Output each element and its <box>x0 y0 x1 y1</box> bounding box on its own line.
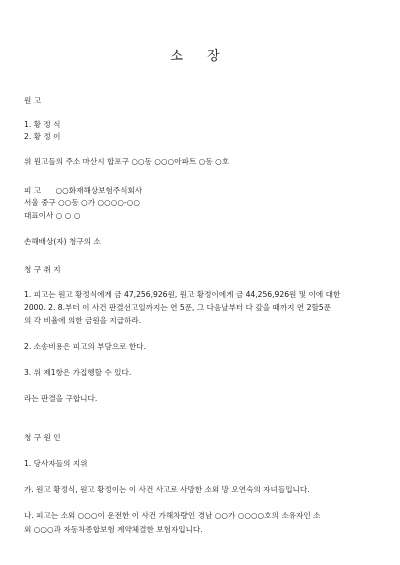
claim-3: 3. 위 제1항은 가집행할 수 있다. <box>24 368 132 377</box>
claim-2: 2. 소송비용은 피고의 부담으로 한다. <box>24 342 147 351</box>
defendant-line <box>24 186 142 196</box>
judgment-request: 라는 판결을 구합니다. <box>24 394 98 403</box>
plaintiff-address: 위 원고들의 주소 마산시 합포구 ○○동 ○○○아파트 ○동 ○호 <box>24 157 230 166</box>
reason-1-na-line-2: 외 ○○○과 자동차종합보험 계약체결한 보험자입니다. <box>24 525 203 534</box>
case-name: 손해배상(자) 청구의 소 <box>24 237 101 246</box>
defendant-label: 피 고 <box>24 186 42 195</box>
defendant-representative: 대표이사 ○ ○ ○ <box>24 211 81 220</box>
plaintiff-item-1: 1. 황 정 식 <box>24 120 61 129</box>
document-title: 소 장 <box>170 49 230 64</box>
plaintiff-item-2: 2. 황 정 이 <box>24 132 61 141</box>
reason-1-na-line-1: 나. 피고는 소외 ○○○이 운전한 이 사건 가해차량인 경남 ○○가 ○○○○호의 소유자인 소 <box>24 511 321 520</box>
defendant-name: ○○화재해상보험주식회사 <box>55 186 143 195</box>
claim-heading: 청 구 취 지 <box>24 265 61 274</box>
defendant-address: 서울 중구 ○○동 ○가 ○○○○-○○ <box>24 198 141 207</box>
reason-heading: 청 구 원 인 <box>24 433 61 442</box>
claim-1-line-3: 의 각 비율에 의한 금원을 지급하라. <box>24 316 142 325</box>
claim-1-line-2: 2000. 2. 8.부터 이 사건 판결선고일까지는 연 5푼, 그 다음날부터 다 갚을 때까지 연 2할5푼 <box>24 303 331 312</box>
claim-1-line-1: 1. 피고는 원고 황정식에게 금 47,256,926원, 원고 황정이에게 금 44,256,926원 및 이에 대한 <box>24 290 341 299</box>
plaintiff-heading: 원 고 <box>24 96 42 105</box>
reason-1-ga: 가. 원고 황정식, 원고 황정이는 이 사건 사고로 사망한 소외 망 오연숙의 자녀들입니다. <box>24 485 310 494</box>
reason-1-heading: 1. 당사자들의 지위 <box>24 459 88 468</box>
